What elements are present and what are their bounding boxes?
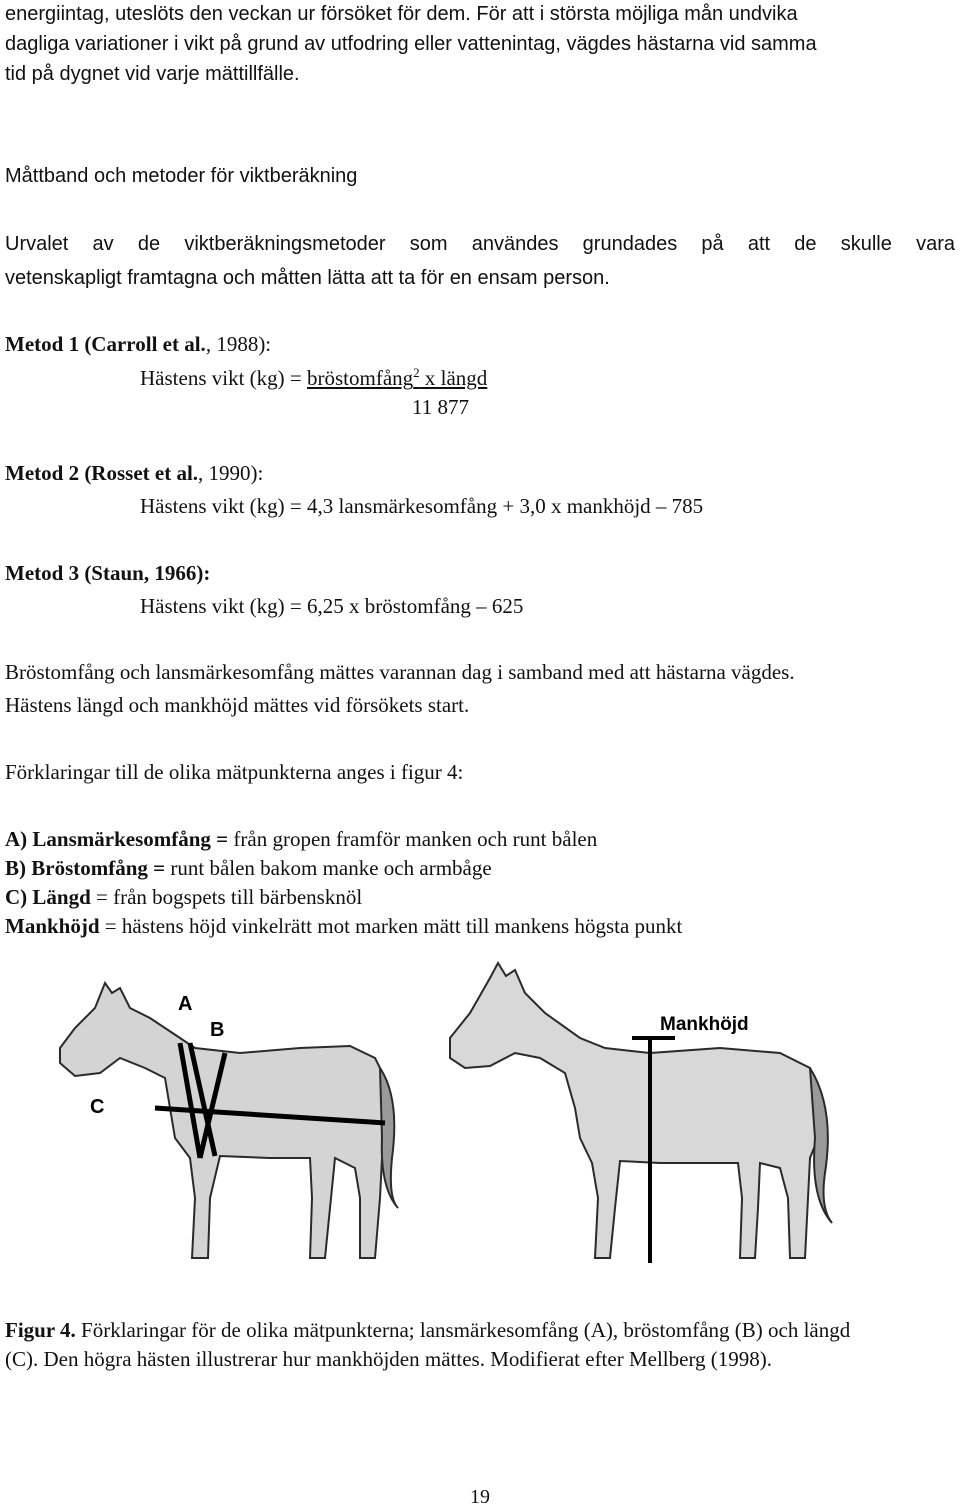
paragraph-line: Urvalet av de viktberäkningsmetoder som användes grundades på att de skulle vara: [5, 233, 955, 255]
method1-heading: Metod 1 (Carroll et al., 1988):: [5, 332, 272, 356]
definition-item: Mankhöjd = hästens höjd vinkelrätt mot marken mätt till mankens högsta punkt: [5, 914, 683, 938]
explanation-intro: Förklaringar till de olika mätpunkterna anges i figur 4:: [5, 760, 464, 784]
method1-denominator: 11 877: [412, 395, 469, 419]
section-heading: Måttband och metoder för viktberäkning: [5, 165, 358, 187]
definition-item: A) Lansmärkesomfång = från gropen framför manken och runt bålen: [5, 827, 598, 851]
right-horse-drawing: [450, 963, 832, 1258]
method3-heading: Metod 3 (Staun, 1966):: [5, 561, 211, 585]
method2-heading: Metod 2 (Rosset et al., 1990):: [5, 461, 264, 485]
definition-item: C) Längd = från bogspets till bärbensknöl: [5, 885, 363, 909]
definition-item: B) Bröstomfång = runt bålen bakom manke och armbåge: [5, 856, 492, 880]
paragraph-line: Hästens längd och mankhöjd mättes vid försökets start.: [5, 693, 470, 717]
figure-caption-line: Figur 4. Förklaringar för de olika mätpunkterna; lansmärkesomfång (A), bröstomfång (B) och längd: [5, 1318, 851, 1342]
paragraph-line: tid på dygnet vid varje mättillfälle.: [5, 63, 300, 85]
paragraph-line: vetenskapligt framtagna och måtten lätta att ta för en ensam person.: [5, 267, 610, 289]
horse-figure: [20, 958, 940, 1278]
method2-formula: Hästens vikt (kg) = 4,3 lansmärkesomfång + 3,0 x mankhöjd – 785: [140, 494, 704, 518]
page-number: 19: [470, 1486, 490, 1508]
paragraph-line: energiintag, uteslöts den veckan ur försöket för dem. För att i största möjliga mån undvika: [5, 3, 798, 25]
method3-formula: Hästens vikt (kg) = 6,25 x bröstomfång – 625: [140, 594, 524, 618]
figure-caption-line: (C). Den högra hästen illustrerar hur mankhöjden mättes. Modifierat efter Mellberg (1998).: [5, 1347, 773, 1371]
label-b: B: [210, 1019, 225, 1041]
paragraph-line: Bröstomfång och lansmärkesomfång mättes varannan dag i samband med att hästarna vägdes.: [5, 660, 795, 684]
paragraph-line: dagliga variationer i vikt på grund av utfodring eller vattenintag, vägdes hästarna vid samma: [5, 33, 817, 55]
label-c: C: [90, 1096, 105, 1118]
label-mankhojd: Mankhöjd: [660, 1014, 749, 1035]
label-a: A: [178, 993, 193, 1015]
method1-formula: Hästens vikt (kg) = bröstomfång$^2$ x längd: [140, 365, 488, 390]
